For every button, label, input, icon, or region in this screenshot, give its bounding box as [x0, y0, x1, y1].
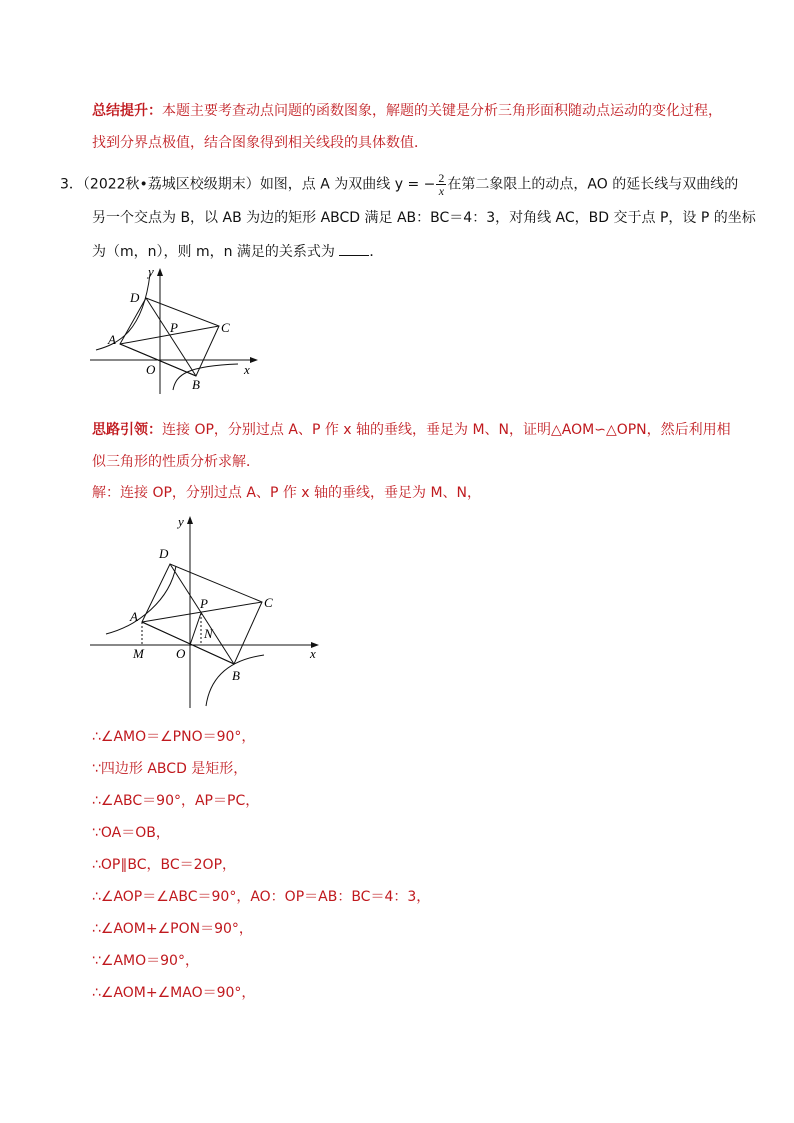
x-axis-arrow-icon — [250, 357, 258, 363]
hint-line-2: 似三角形的性质分析求解． — [92, 454, 260, 470]
segment-op — [190, 613, 201, 645]
label-a: A — [108, 332, 116, 347]
label-y: y — [148, 264, 154, 279]
solution-step-4: ∵OA＝OB， — [92, 825, 170, 841]
solution-step-9: ∴∠AOM+∠MAO＝90°， — [92, 985, 256, 1001]
label-b: B — [192, 377, 200, 392]
solution-step-8: ∵∠AMO＝90°， — [92, 953, 199, 969]
label-p: P — [170, 320, 178, 335]
answer-blank — [339, 241, 369, 256]
label-x: x — [310, 646, 316, 661]
problem-text-3: 为（m，n），则 m，n 满足的关系式为 — [92, 244, 335, 260]
label-n: N — [204, 626, 213, 641]
label-y: y — [178, 514, 184, 529]
problem-text-1a: 如图，点 A 为双曲线 y = − — [259, 176, 436, 193]
label-b: B — [232, 668, 240, 683]
hint-label: 思路引领： — [92, 422, 162, 438]
label-d: D — [130, 290, 140, 305]
fraction-numerator: 2 — [438, 171, 445, 185]
label-a: A — [130, 609, 138, 624]
hyperbola-branch-left — [106, 566, 176, 634]
label-o: O — [176, 646, 186, 661]
solution-step-5: ∴OP∥BC，BC＝2OP， — [92, 857, 237, 873]
solution-step-6: ∴∠AOP＝∠ABC＝90°，AO：OP＝AB：BC＝4：3， — [92, 889, 431, 905]
summary-label: 总结提升： — [92, 103, 162, 119]
hint-line-1 — [92, 420, 731, 440]
solution-step-1: ∴∠AMO＝∠PNO＝90°， — [92, 729, 256, 745]
problem-line-1 — [60, 172, 738, 197]
summary-text-1: 本题主要考查动点问题的函数图象，解题的关键是分析三角形面积随动点运动的变化过程， — [162, 103, 722, 119]
solution-intro: 解：连接 OP，分别过点 A、P 作 x 轴的垂线，垂足为 M、N， — [92, 485, 482, 501]
fraction-denominator: x — [438, 184, 445, 198]
solution-step-7: ∴∠AOM+∠PON＝90°， — [92, 921, 253, 937]
label-m: M — [133, 646, 144, 661]
label-c: C — [221, 320, 230, 335]
label-x: x — [244, 362, 250, 377]
fraction — [436, 172, 446, 197]
hint-text-1: 连接 OP，分别过点 A、P 作 x 轴的垂线，垂足为 M、N，证明△AOM∽△OPN，然后利用相 — [162, 422, 731, 438]
summary-line-1 — [92, 101, 722, 121]
summary-line-2: 找到分界点极值，结合图象得到相关线段的具体数值． — [92, 135, 428, 151]
y-axis-arrow-icon — [157, 268, 163, 276]
solution-step-3: ∴∠ABC＝90°，AP＝PC， — [92, 793, 260, 809]
problem-text-1b: 在第二象限上的动点，AO 的延长线与双曲线的 — [447, 176, 739, 193]
label-d: D — [159, 546, 169, 561]
figure-2 — [88, 508, 328, 710]
problem-line-2: 另一个交点为 B，以 AB 为边的矩形 ABCD 满足 AB：BC＝4：3，对角线 AC，BD 交于点 P，设 P 的坐标 — [92, 210, 756, 226]
label-c: C — [264, 595, 273, 610]
label-o: O — [146, 362, 156, 377]
figure-1 — [88, 262, 268, 394]
hyperbola-branch-right — [173, 364, 238, 390]
problem-line-3: 为（m，n），则 m，n 满足的关系式为 ． — [92, 241, 383, 262]
label-p: P — [200, 596, 208, 611]
solution-step-2: ∵四边形 ABCD 是矩形， — [92, 761, 248, 777]
y-axis-arrow-icon — [187, 516, 193, 524]
problem-number: 3． — [60, 176, 83, 193]
problem-source: （2022秋•荔城区校级期末） — [82, 176, 260, 193]
